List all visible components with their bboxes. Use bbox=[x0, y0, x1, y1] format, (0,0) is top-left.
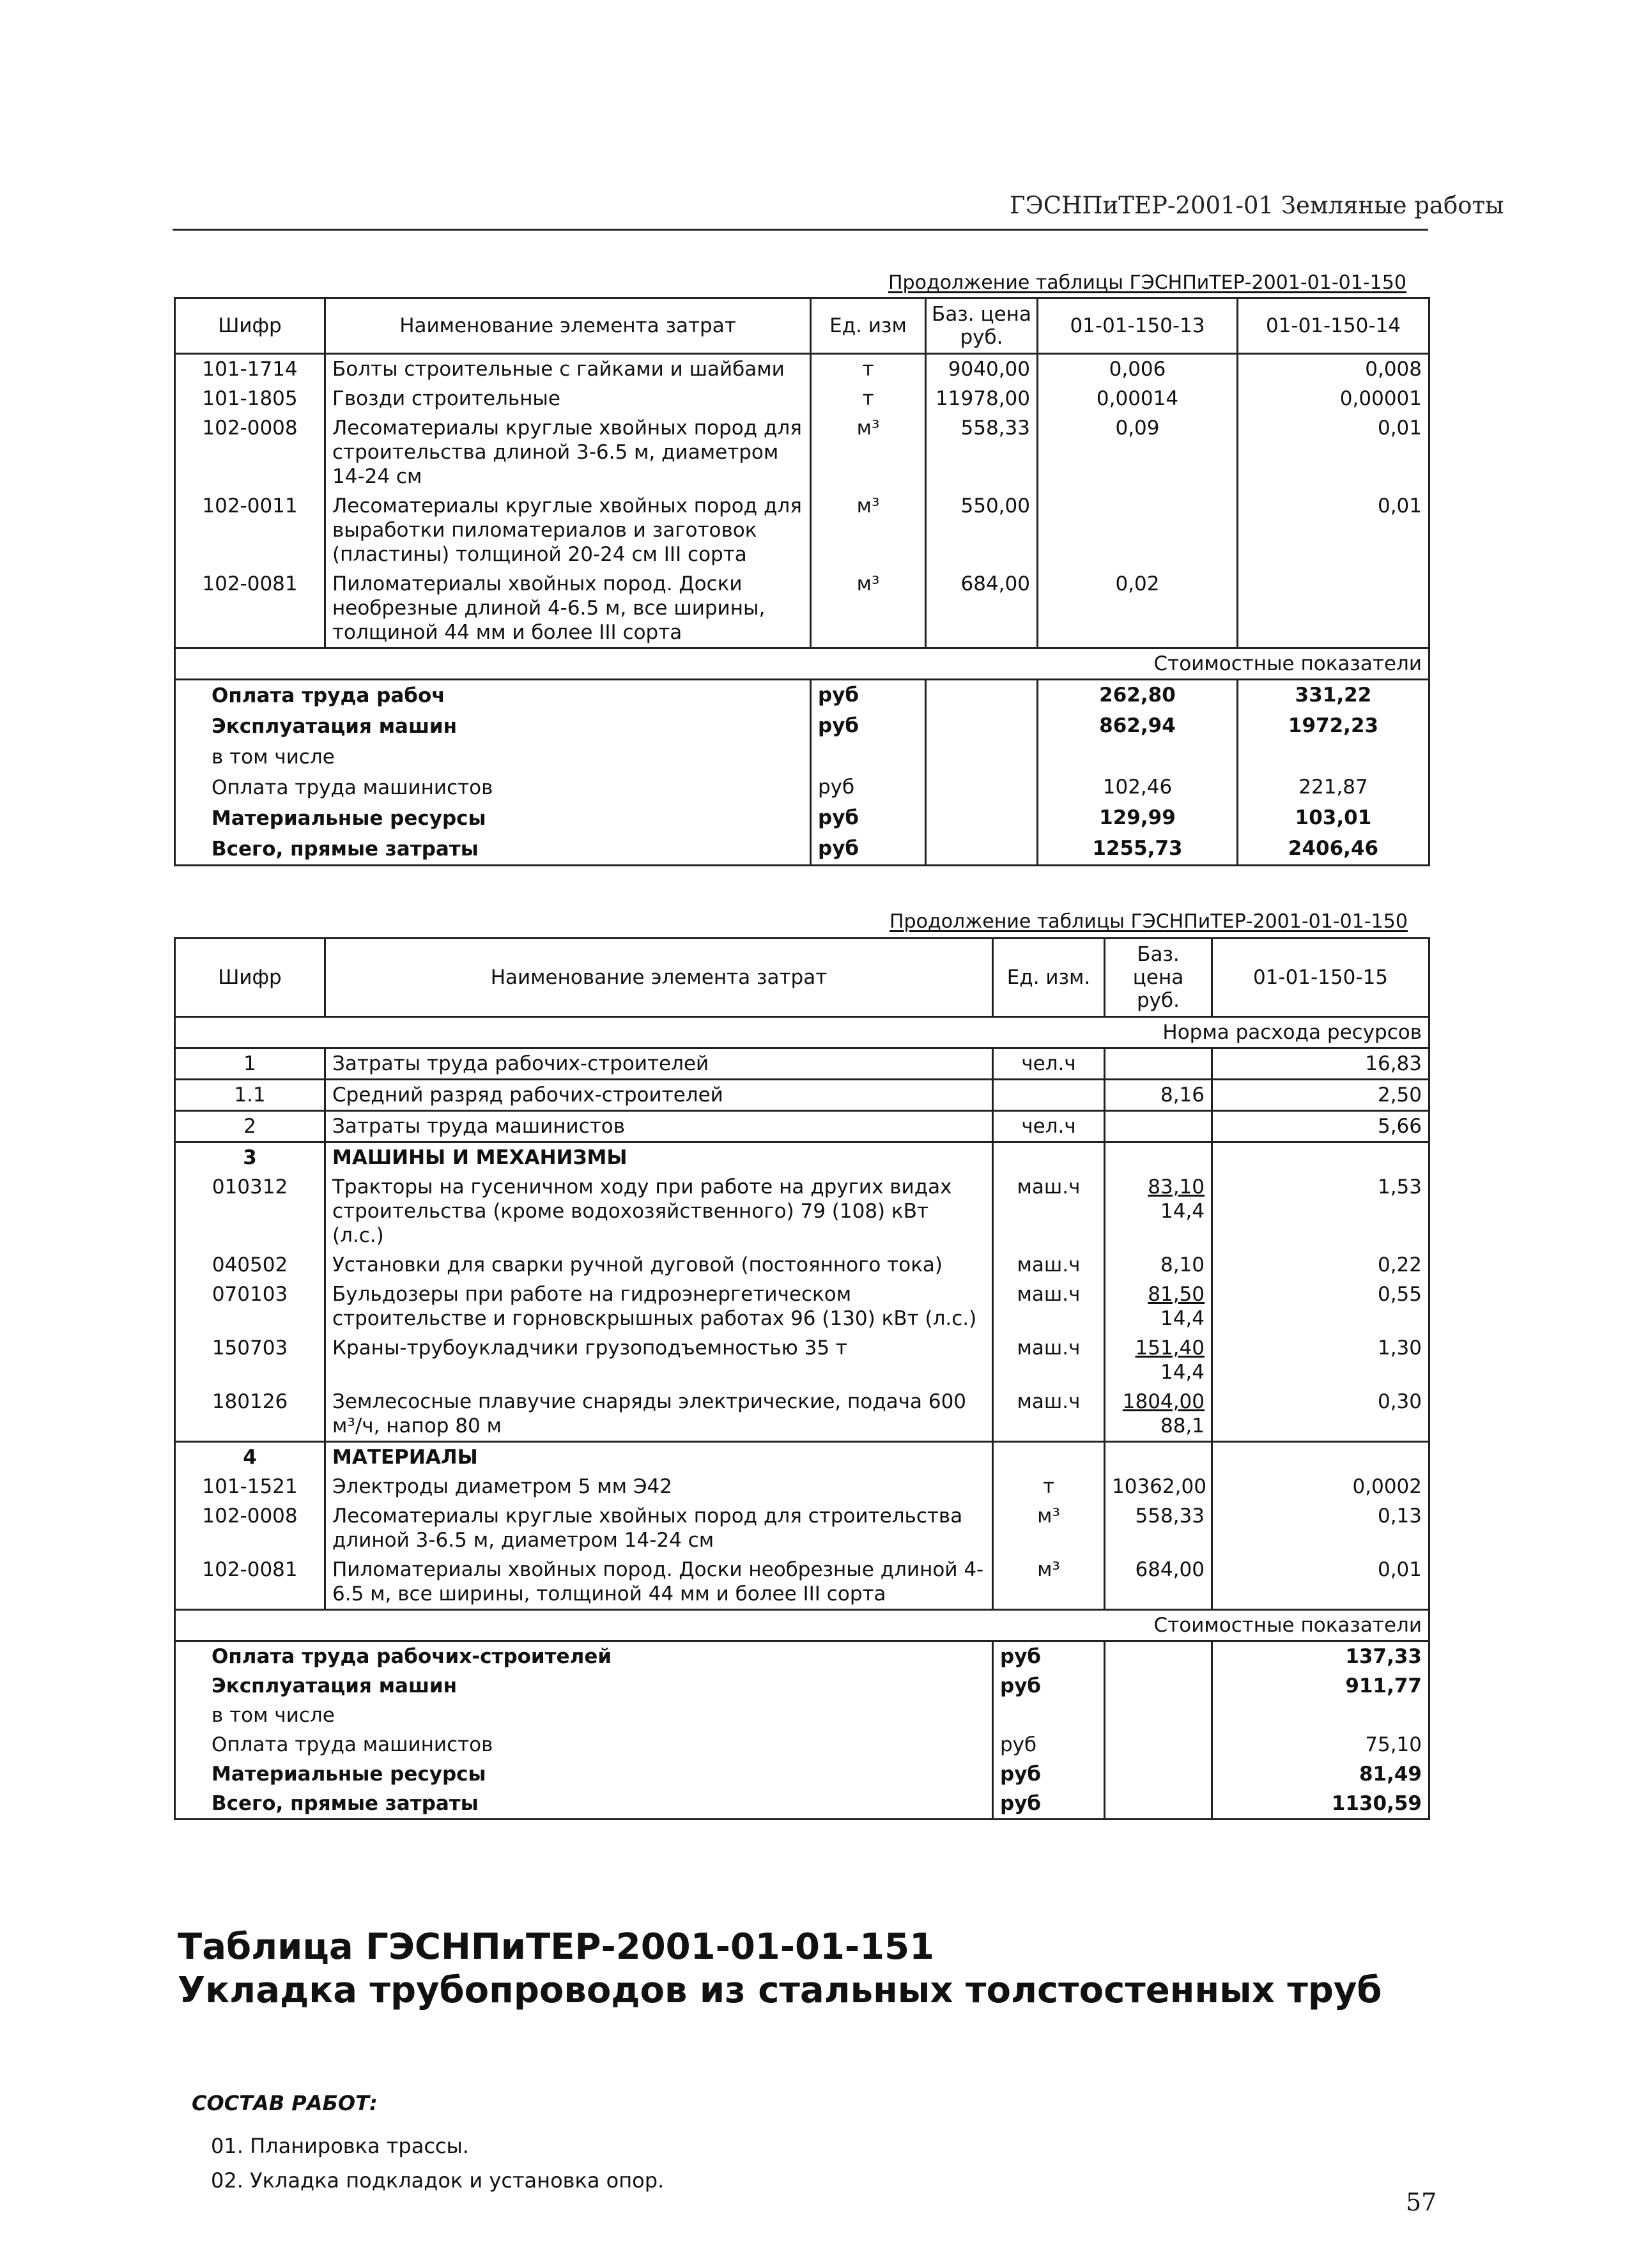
cell-code: 180126 bbox=[175, 1387, 325, 1442]
cost-section-header bbox=[175, 1610, 1429, 1641]
col-code-header: Шифр bbox=[175, 939, 325, 1017]
cell-value: 0,01 bbox=[1238, 491, 1429, 569]
cell-value: 0,00014 bbox=[1038, 384, 1238, 413]
table-row bbox=[175, 1501, 1429, 1555]
table2-continuation: Продолжение таблицы ГЭСНПиТЕР-2001-01-01-150 bbox=[890, 910, 1408, 933]
cell-name: в том числе bbox=[175, 742, 811, 772]
cell-code: 2 bbox=[175, 1111, 325, 1142]
cell-unit bbox=[811, 742, 926, 772]
price-value: 81,50 bbox=[1148, 1283, 1205, 1306]
price-value: 1804,00 bbox=[1122, 1390, 1205, 1413]
price-coefficient: 14,4 bbox=[1160, 1361, 1205, 1384]
cell-name: Эксплуатация машин bbox=[175, 711, 811, 742]
cell-name: Пиломатериалы хвойных пород. Доски необрезные длиной 4-6.5 м, все ширины, толщиной 44 мм и более III сорта bbox=[325, 569, 811, 648]
cell-value bbox=[1238, 742, 1429, 772]
cell-name: Тракторы на гусеничном ходу при работе на других видах строительства (кроме водохозяйственного) 79 (108) кВт (л.с.) bbox=[325, 1172, 993, 1250]
col-price-header: Баз. цена руб. bbox=[926, 298, 1038, 354]
cell-value: 0,00001 bbox=[1238, 384, 1429, 413]
cell-name: Пиломатериалы хвойных пород. Доски необрезные длиной 4-6.5 м, все ширины, толщиной 44 мм и более III сорта bbox=[325, 1555, 993, 1610]
cell-value: 103,01 bbox=[1238, 803, 1429, 834]
header-rule bbox=[173, 229, 1428, 231]
cell-value: 331,22 bbox=[1238, 680, 1429, 712]
cost-section-header bbox=[175, 648, 1429, 680]
cell-value: 0,01 bbox=[1238, 413, 1429, 491]
cell-price bbox=[926, 772, 1038, 803]
cell-value: 0,008 bbox=[1238, 354, 1429, 385]
cell-unit: т bbox=[811, 384, 926, 413]
cell-unit: м³ bbox=[993, 1555, 1105, 1610]
cell-price bbox=[1105, 1111, 1212, 1142]
section-subtitle: Укладка трубопроводов из стальных толстостенных труб bbox=[178, 1970, 1382, 2011]
cell-price bbox=[1105, 1730, 1212, 1759]
cell-price bbox=[1105, 1701, 1212, 1730]
table-row bbox=[175, 1333, 1429, 1387]
cost-section-label: Стоимостные показатели bbox=[175, 1610, 1429, 1641]
cell-value bbox=[1212, 1442, 1429, 1473]
col-code-header: Шифр bbox=[175, 298, 325, 354]
cell-price: 8,10 bbox=[1105, 1250, 1212, 1280]
cell-price: 550,00 bbox=[926, 491, 1038, 569]
cell-price bbox=[1105, 1280, 1212, 1333]
cell-value: 2,50 bbox=[1212, 1080, 1429, 1111]
cell-unit: руб bbox=[993, 1789, 1105, 1820]
cell-value: 0,006 bbox=[1038, 354, 1238, 385]
cell-price bbox=[1105, 1671, 1212, 1701]
cell-name: Затраты труда машинистов bbox=[325, 1111, 993, 1142]
cell-price bbox=[1105, 1387, 1212, 1442]
cost-row bbox=[175, 1671, 1429, 1701]
cell-unit: руб bbox=[993, 1671, 1105, 1701]
cell-value: 0,55 bbox=[1212, 1280, 1429, 1333]
table1 bbox=[174, 297, 1430, 866]
cell-price bbox=[926, 711, 1038, 742]
cell-unit: руб bbox=[993, 1730, 1105, 1759]
cell-unit: маш.ч bbox=[993, 1387, 1105, 1442]
col-c2-header: 01-01-150-14 bbox=[1238, 298, 1429, 354]
table-row bbox=[175, 1555, 1429, 1610]
cost-row bbox=[175, 834, 1429, 866]
cell-code: 101-1714 bbox=[175, 354, 325, 385]
cost-row bbox=[175, 1641, 1429, 1672]
cell-unit bbox=[993, 1142, 1105, 1173]
cell-value: 1,30 bbox=[1212, 1333, 1429, 1387]
cell-price: 9040,00 bbox=[926, 354, 1038, 385]
cell-price bbox=[1105, 1048, 1212, 1080]
cost-row bbox=[175, 711, 1429, 742]
cell-name: Оплата труда рабочих-строителей bbox=[175, 1641, 993, 1672]
table-row bbox=[175, 1172, 1429, 1250]
cell-price bbox=[926, 680, 1038, 712]
cell-unit: руб bbox=[811, 711, 926, 742]
cell-price bbox=[1105, 1172, 1212, 1250]
cell-unit: руб bbox=[811, 680, 926, 712]
section-table-title: Таблица ГЭСНПиТЕР-2001-01-01-151 bbox=[178, 1926, 935, 1968]
cell-price: 558,33 bbox=[1105, 1501, 1212, 1555]
cell-value bbox=[1212, 1142, 1429, 1173]
table2-header bbox=[175, 939, 1429, 1017]
composition-label: СОСТАВ РАБОТ: bbox=[192, 2091, 378, 2115]
cell-value: 5,66 bbox=[1212, 1111, 1429, 1142]
table-row bbox=[175, 413, 1429, 491]
cell-price: 11978,00 bbox=[926, 384, 1038, 413]
cost-row bbox=[175, 1730, 1429, 1759]
table-row bbox=[175, 569, 1429, 648]
cell-unit: руб bbox=[811, 772, 926, 803]
cell-value: 0,0002 bbox=[1212, 1472, 1429, 1501]
cell-name: Затраты труда рабочих-строителей bbox=[325, 1048, 993, 1080]
cell-unit: маш.ч bbox=[993, 1172, 1105, 1250]
cell-code: 101-1805 bbox=[175, 384, 325, 413]
cell-price bbox=[926, 803, 1038, 834]
cell-value: 0,13 bbox=[1212, 1501, 1429, 1555]
cell-code: 102-0081 bbox=[175, 569, 325, 648]
cell-value: 0,22 bbox=[1212, 1250, 1429, 1280]
table-row bbox=[175, 491, 1429, 569]
cell-unit: м³ bbox=[811, 569, 926, 648]
cell-name: Установки для сварки ручной дуговой (постоянного тока) bbox=[325, 1250, 993, 1280]
cost-section-label: Стоимостные показатели bbox=[175, 648, 1429, 680]
table-row bbox=[175, 1048, 1429, 1080]
col-price-header: Баз. цена руб. bbox=[1105, 939, 1212, 1017]
price-coefficient: 14,4 bbox=[1160, 1307, 1205, 1330]
cell-code: 010312 bbox=[175, 1172, 325, 1250]
price-value: 151,40 bbox=[1135, 1337, 1205, 1360]
price-value: 83,10 bbox=[1148, 1176, 1205, 1199]
cell-name: Лесоматериалы круглые хвойных пород для строительства длиной 3-6.5 м, диаметром 14-24 см bbox=[325, 1501, 993, 1555]
cell-value: 1130,59 bbox=[1212, 1789, 1429, 1820]
work-item: 02. Укладка подкладок и установка опор. bbox=[211, 2168, 665, 2193]
cell-value: 129,99 bbox=[1038, 803, 1238, 834]
page-number: 57 bbox=[1406, 2188, 1437, 2216]
cell-code: 3 bbox=[175, 1142, 325, 1173]
col-name-header: Наименование элемента затрат bbox=[325, 298, 811, 354]
cell-code: 101-1521 bbox=[175, 1472, 325, 1501]
cell-code: 4 bbox=[175, 1442, 325, 1473]
price-coefficient: 88,1 bbox=[1160, 1414, 1205, 1437]
norm-section-header bbox=[175, 1017, 1429, 1048]
work-item: 01. Планировка трассы. bbox=[211, 2134, 469, 2158]
cell-price: 558,33 bbox=[926, 413, 1038, 491]
cell-unit: чел.ч bbox=[993, 1048, 1105, 1080]
cell-value: 2406,46 bbox=[1238, 834, 1429, 866]
table-row bbox=[175, 1080, 1429, 1111]
cell-name: Бульдозеры при работе на гидроэнергетическом строительстве и горновскрышных работах 96 (130) кВт (л.с.) bbox=[325, 1280, 993, 1333]
cell-unit: чел.ч bbox=[993, 1111, 1105, 1142]
cell-value bbox=[1038, 491, 1238, 569]
cell-name: МАТЕРИАЛЫ bbox=[325, 1442, 993, 1473]
cell-name: Эксплуатация машин bbox=[175, 1671, 993, 1701]
cell-value: 0,01 bbox=[1212, 1555, 1429, 1610]
col-unit-header: Ед. изм bbox=[811, 298, 926, 354]
cell-unit: т bbox=[811, 354, 926, 385]
col-c1-header: 01-01-150-15 bbox=[1212, 939, 1429, 1017]
cell-price: 8,16 bbox=[1105, 1080, 1212, 1111]
cell-value: 911,77 bbox=[1212, 1671, 1429, 1701]
cell-name: Материальные ресурсы bbox=[175, 1759, 993, 1789]
cell-unit: руб bbox=[811, 834, 926, 866]
cell-unit: маш.ч bbox=[993, 1250, 1105, 1280]
cell-unit: м³ bbox=[993, 1501, 1105, 1555]
cell-price bbox=[1105, 1759, 1212, 1789]
cell-unit bbox=[993, 1442, 1105, 1473]
cell-value: 75,10 bbox=[1212, 1730, 1429, 1759]
cell-unit bbox=[993, 1701, 1105, 1730]
cell-price: 684,00 bbox=[926, 569, 1038, 648]
table-row bbox=[175, 354, 1429, 385]
cell-value: 0,09 bbox=[1038, 413, 1238, 491]
cell-code: 150703 bbox=[175, 1333, 325, 1387]
cell-price bbox=[1105, 1142, 1212, 1173]
table-row bbox=[175, 1280, 1429, 1333]
cell-name: Оплата труда рабоч bbox=[175, 680, 811, 712]
cell-value: 221,87 bbox=[1238, 772, 1429, 803]
table-row bbox=[175, 1387, 1429, 1442]
cell-value: 862,94 bbox=[1038, 711, 1238, 742]
cell-name: Всего, прямые затраты bbox=[175, 1789, 993, 1820]
price-coefficient: 14,4 bbox=[1160, 1200, 1205, 1223]
cell-name: Лесоматериалы круглые хвойных пород для строительства длиной 3-6.5 м, диаметром 14-24 см bbox=[325, 413, 811, 491]
col-name-header: Наименование элемента затрат bbox=[325, 939, 993, 1017]
cell-code: 1.1 bbox=[175, 1080, 325, 1111]
cell-code: 102-0011 bbox=[175, 491, 325, 569]
cell-unit: руб bbox=[993, 1641, 1105, 1672]
running-header: ГЭСНПиТЕР-2001-01 Земляные работы bbox=[1010, 192, 1504, 219]
norm-section-label: Норма расхода ресурсов bbox=[175, 1017, 1429, 1048]
cell-name: Краны-трубоукладчики грузоподъемностью 35 т bbox=[325, 1333, 993, 1387]
cell-unit bbox=[993, 1080, 1105, 1111]
table-row bbox=[175, 1472, 1429, 1501]
cell-unit: т bbox=[993, 1472, 1105, 1501]
cell-price: 10362,00 bbox=[1105, 1472, 1212, 1501]
table1-continuation: Продолжение таблицы ГЭСНПиТЕР-2001-01-01-150 bbox=[888, 272, 1406, 294]
cell-price bbox=[1105, 1442, 1212, 1473]
cost-row bbox=[175, 1759, 1429, 1789]
table-row bbox=[175, 384, 1429, 413]
cell-value: 81,49 bbox=[1212, 1759, 1429, 1789]
cell-name: Оплата труда машинистов bbox=[175, 772, 811, 803]
table-row bbox=[175, 1250, 1429, 1280]
cell-name: Гвозди строительные bbox=[325, 384, 811, 413]
cell-name: Оплата труда машинистов bbox=[175, 1730, 993, 1759]
cell-value: 102,46 bbox=[1038, 772, 1238, 803]
cell-name: Электроды диаметром 5 мм Э42 bbox=[325, 1472, 993, 1501]
cell-price bbox=[1105, 1333, 1212, 1387]
cell-unit: руб bbox=[993, 1759, 1105, 1789]
cell-value: 0,30 bbox=[1212, 1387, 1429, 1442]
cell-value: 16,83 bbox=[1212, 1048, 1429, 1080]
cell-unit: м³ bbox=[811, 491, 926, 569]
cell-value: 137,33 bbox=[1212, 1641, 1429, 1672]
table2 bbox=[174, 937, 1430, 1820]
cell-code: 102-0008 bbox=[175, 1501, 325, 1555]
cell-name: Материальные ресурсы bbox=[175, 803, 811, 834]
cell-value: 262,80 bbox=[1038, 680, 1238, 712]
cell-value: 0,02 bbox=[1038, 569, 1238, 648]
cell-value: 1972,23 bbox=[1238, 711, 1429, 742]
cell-price bbox=[926, 742, 1038, 772]
cell-name: Болты строительные с гайками и шайбами bbox=[325, 354, 811, 385]
cell-unit: маш.ч bbox=[993, 1280, 1105, 1333]
cell-name: Лесоматериалы круглые хвойных пород для выработки пиломатериалов и заготовок (пластины) толщиной 20-24 см III сорта bbox=[325, 491, 811, 569]
cell-price bbox=[1105, 1789, 1212, 1820]
cell-code: 1 bbox=[175, 1048, 325, 1080]
cell-value bbox=[1212, 1701, 1429, 1730]
cell-name: Землесосные плавучие снаряды электрические, подача 600 м³/ч, напор 80 м bbox=[325, 1387, 993, 1442]
cell-name: МАШИНЫ И МЕХАНИЗМЫ bbox=[325, 1142, 993, 1173]
col-c1-header: 01-01-150-13 bbox=[1038, 298, 1238, 354]
cost-row bbox=[175, 742, 1429, 772]
cost-row bbox=[175, 803, 1429, 834]
cell-code: 070103 bbox=[175, 1280, 325, 1333]
cell-unit: руб bbox=[811, 803, 926, 834]
cell-unit: м³ bbox=[811, 413, 926, 491]
cell-value: 1,53 bbox=[1212, 1172, 1429, 1250]
cell-value: 1255,73 bbox=[1038, 834, 1238, 866]
cell-code: 102-0008 bbox=[175, 413, 325, 491]
cell-price bbox=[1105, 1641, 1212, 1672]
cell-value bbox=[1238, 569, 1429, 648]
cost-row bbox=[175, 680, 1429, 712]
cell-value bbox=[1038, 742, 1238, 772]
cell-code: 040502 bbox=[175, 1250, 325, 1280]
table1-header bbox=[175, 298, 1429, 354]
table-row bbox=[175, 1442, 1429, 1473]
cost-row bbox=[175, 1701, 1429, 1730]
col-unit-header: Ед. изм. bbox=[993, 939, 1105, 1017]
cost-row bbox=[175, 772, 1429, 803]
cell-price: 684,00 bbox=[1105, 1555, 1212, 1610]
cell-name: в том числе bbox=[175, 1701, 993, 1730]
cost-row bbox=[175, 1789, 1429, 1820]
table-row bbox=[175, 1111, 1429, 1142]
table-row bbox=[175, 1142, 1429, 1173]
cell-name: Средний разряд рабочих-строителей bbox=[325, 1080, 993, 1111]
cell-code: 102-0081 bbox=[175, 1555, 325, 1610]
cell-unit: маш.ч bbox=[993, 1333, 1105, 1387]
cell-name: Всего, прямые затраты bbox=[175, 834, 811, 866]
cell-price bbox=[926, 834, 1038, 866]
